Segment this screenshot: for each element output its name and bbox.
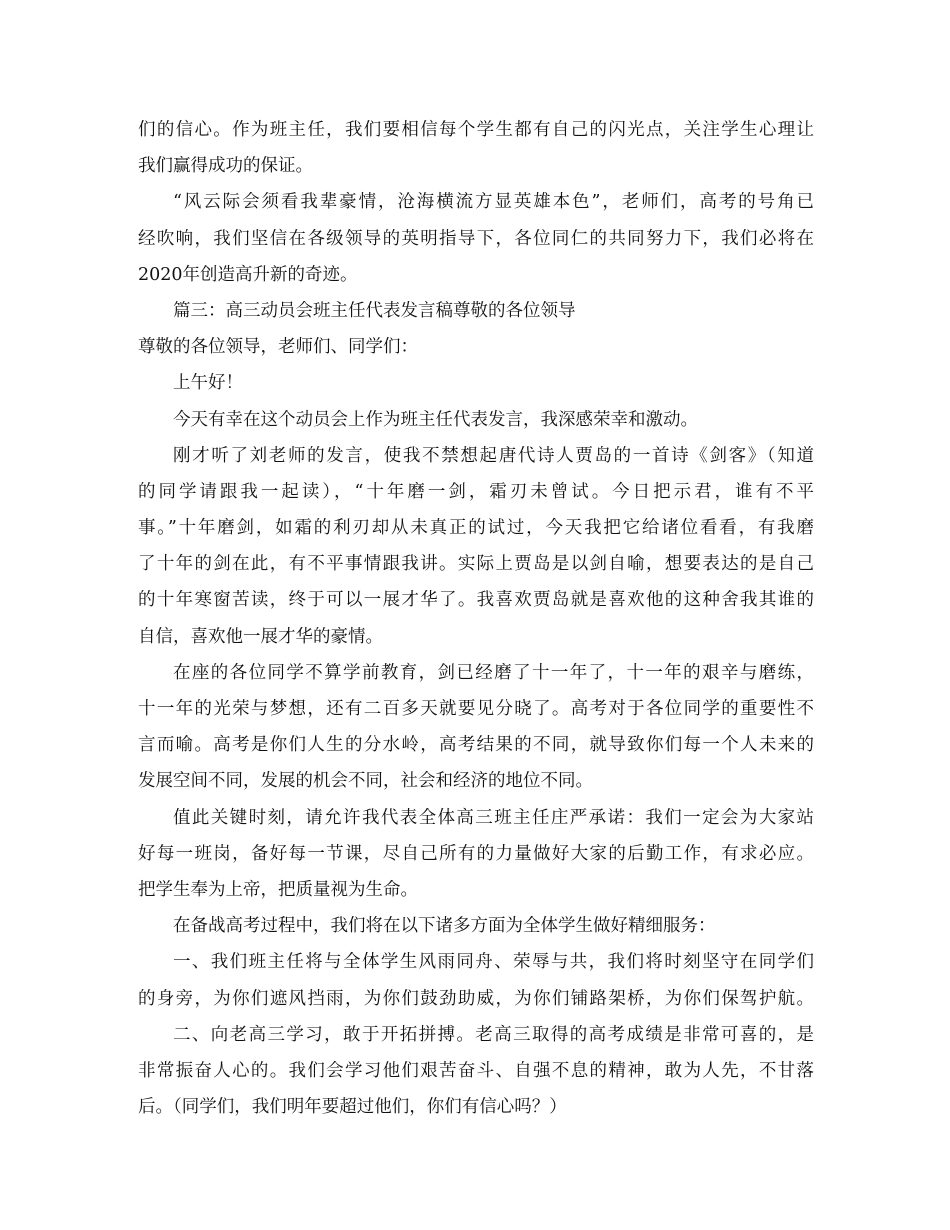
text-line: 的十年寒窗苦读，终于可以一展才华了。我喜欢贾岛就是喜欢他的这种舍我其谁的	[138, 590, 814, 611]
text-line: 把学生奉为上帝，把质量视为生命。	[138, 879, 418, 900]
text-line: 一、我们班主任将与全体学生风雨同舟、荣辱与共，我们将时刻坚守在同学们	[173, 952, 814, 973]
text-line: 今天有幸在这个动员会上作为班主任代表发言，我深感荣幸和激动。	[173, 409, 698, 430]
text-line: 了十年的剑在此，有不平事情跟我讲。实际上贾岛是以剑自喻，想要表达的是自己	[138, 554, 814, 575]
text-line: 的同学请跟我一起读），“十年磨一剑，霜刃未曾试。今日把示君，谁有不平	[138, 481, 814, 502]
text-line: 言而喻。高考是你们人生的分水岭，高考结果的不同，就导致你们每一个人未来的	[138, 735, 814, 756]
text-line: 尊敬的各位领导，老师们、同学们：	[138, 337, 418, 358]
text-line: 们的信心。作为班主任，我们要相信每个学生都有自己的闪光点，关注学生心理让	[138, 120, 814, 140]
text-line: 上午好！	[173, 373, 243, 394]
text-line: 的身旁，为你们遮风挡雨，为你们鼓劲助威，为你们铺路架桥，为你们保驾护航。	[138, 988, 814, 1009]
text-line: 刚才听了刘老师的发言，使我不禁想起唐代诗人贾岛的一首诗《剑客》（知道	[173, 445, 814, 466]
text-line: 发展空间不同，发展的机会不同，社会和经济的地位不同。	[138, 771, 593, 792]
text-line: 在座的各位同学不算学前教育，剑已经磨了十一年了，十一年的艰辛与磨练，	[173, 662, 814, 683]
text-line: “风云际会须看我辈豪情，沧海横流方显英雄本色”，老师们，高考的号角已	[173, 192, 814, 213]
text-line: 十一年的光荣与梦想，还有二百多天就要见分晓了。高考对于各位同学的重要性不	[138, 699, 814, 719]
text-line: 值此关键时刻，请允许我代表全体高三班主任庄严承诺：我们一定会为大家站	[173, 807, 814, 828]
text-line: 2020年创造高升新的奇迹。	[138, 264, 358, 285]
text-line: 二、向老高三学习，敢于开拓拼搏。老高三取得的高考成绩是非常可喜的，是	[173, 1024, 814, 1045]
text-line: 经吹响，我们坚信在各级领导的英明指导下，各位同仁的共同努力下，我们必将在	[138, 228, 814, 249]
text-line: 非常振奋人心的。我们会学习他们艰苦奋斗、自强不息的精神，敢为人先，不甘落	[138, 1060, 814, 1081]
text-line: 事。”十年磨剑，如霜的利刃却从未真正的试过，今天我把它给诸位看看，有我磨	[138, 518, 814, 539]
text-line: 我们赢得成功的保证。	[138, 156, 313, 177]
text-line: 自信，喜欢他一展才华的豪情。	[138, 626, 383, 647]
text-line: 后。（同学们，我们明年要超过他们，你们有信心吗？）	[138, 1097, 567, 1118]
text-line: 篇三：高三动员会班主任代表发言稿尊敬的各位领导	[173, 300, 576, 321]
text-line: 在备战高考过程中，我们将在以下诸多方面为全体学生做好精细服务：	[173, 916, 716, 937]
document-body	[138, 112, 814, 1125]
text-line: 好每一班岗，备好每一节课，尽自己所有的力量做好大家的后勤工作，有求必应。	[138, 843, 814, 864]
